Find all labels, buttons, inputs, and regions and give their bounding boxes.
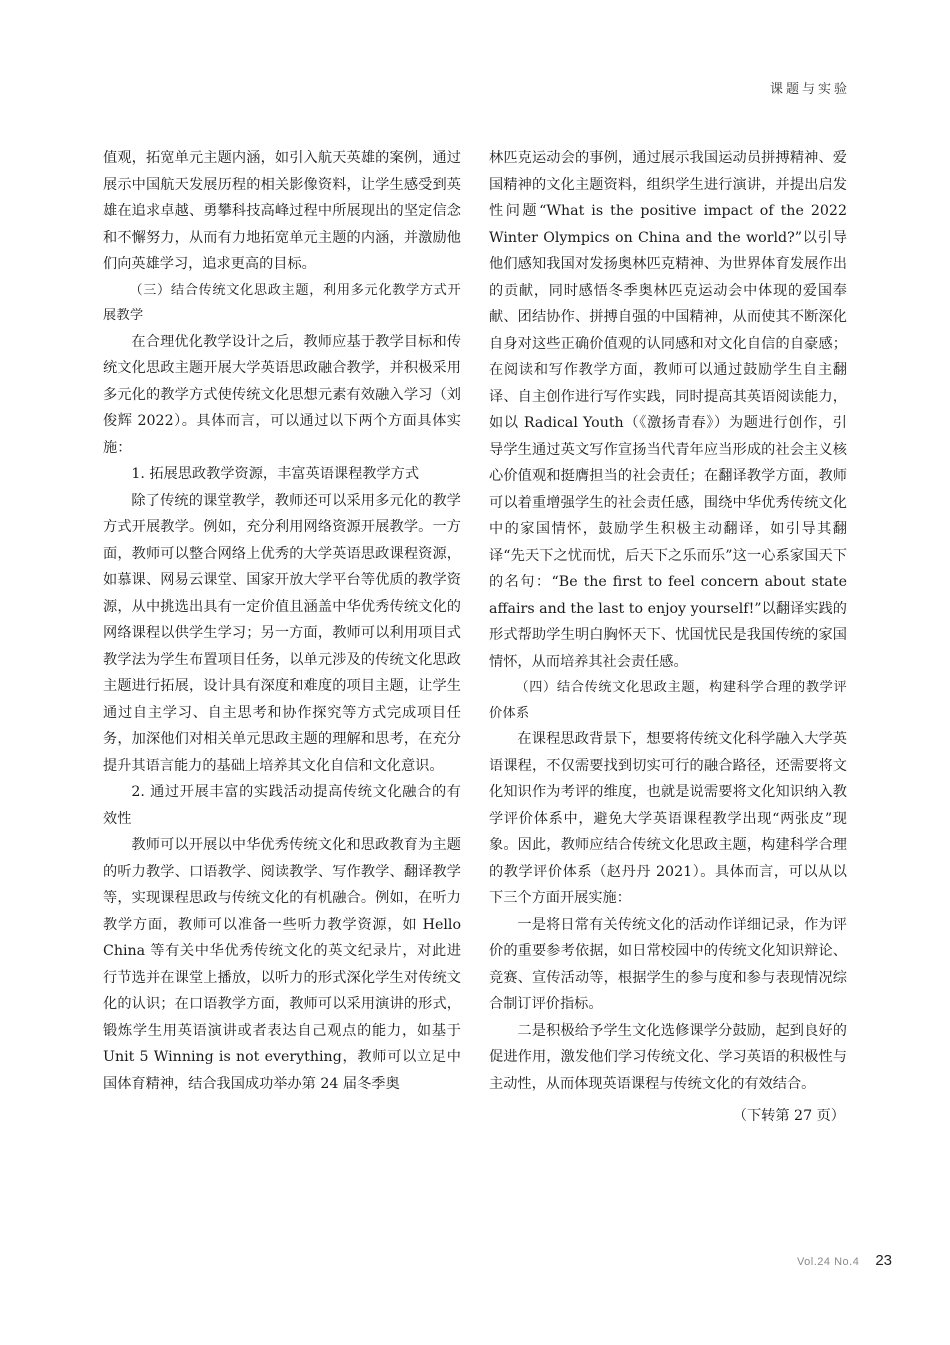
paragraph: 教师可以开展以中华优秀传统文化和思政教育为主题的听力教学、口语教学、阅读教学、写作教学、翻译教学等，实现课程思政与传统文化的有机融合。例如，在听力教学方面，教师可以准备一些听力教学资源，如 Hello China 等有关中华优秀传统文化的英文纪录片，对此进行节选并在课堂上播放，以听力的形式深化学生对传统文化的认识；在口语教学方面，教师可以采用演讲的形式，锻炼学生用英语演讲或者表达自己观点的能力，如基于 Unit 5 Winning is not everything，教师可以立足中国体育精神，结合我国成功举办第 24 届冬季奥 [103, 837, 461, 1092]
paragraph: 除了传统的课堂教学，教师还可以采用多元化的教学方式开展教学。例如，充分利用网络资源开展教学。一方面，教师可以整合网络上优秀的大学英语思政课程资源，如慕课、网易云课堂、国家开放大学平台等优质的教学资源，从中挑选出具有一定价值且涵盖中华优秀传统文化的网络课程以供学生学习；另一方面，教师可以利用项目式教学法为学生布置项目任务，以单元涉及的传统文化思政主题进行拓展，设计具有深度和难度的项目主题，让学生通过自主学习、自主思考和协作探究等方式完成项目任务，加深他们对相关单元思政主题的理解和思考，在充分提升其语言能力的基础上培养其文化自信和文化意识。 [103, 492, 461, 774]
right-column [489, 145, 847, 1130]
section-heading-4: （四）结合传统文化思政主题，构建科学合理的教学评价体系 [489, 680, 847, 721]
subheading-2: 2. 通过开展丰富的实践活动提高传统文化融合的有效性 [103, 784, 461, 827]
running-header: 课题与实验 [769, 82, 850, 97]
paragraph: 二是积极给予学生文化选修课学分鼓励，起到良好的促进作用，激发他们学习传统文化、学习英语的积极性与主动性，从而体现英语课程与传统文化的有效结合。 [489, 1022, 847, 1092]
subheading-1: 1. 拓展思政教学资源，丰富英语课程教学方式 [131, 466, 420, 482]
paragraph: 在合理优化教学设计之后，教师应基于教学目标和传统文化思政主题开展大学英语思政融合教学，并积极采用多元化的教学方式使传统文化思想元素有效融入学习（刘俊辉 2022）。具体而言，可以通过以下两个方面具体实施： [103, 333, 461, 456]
volume-issue: Vol.24 No.4 [796, 1256, 860, 1268]
paragraph: 林匹克运动会的事例，通过展示我国运动员拼搏精神、爱国精神的文化主题资料，组织学生进行演讲，并提出启发性问题“What is the positive impact of the 2022 Winter Olympics on China and the world?”以引导他们感知我国对发扬奥林匹克精神、为世界体育发展作出的贡献，同时感悟冬季奥林匹克运动会中体现的爱国奉献、团结协作、拼搏自强的中国精神，从而使其不断深化自身对这些正确价值观的认同感和对文化自信的自豪感；在阅读和写作教学方面，教师可以通过鼓励学生自主翻译、自主创作进行写作实践，同时提高其英语阅读能力，如以 Radical Youth（《激扬青春》）为题进行创作，引导学生通过英文写作宣扬当代青年应当形成的社会主义核心价值观和挺膺担当的社会责任；在翻译教学方面，教师可以着重增强学生的社会责任感，围绕中华优秀传统文化中的家国情怀，鼓励学生积极主动翻译，如引导其翻译“先天下之忧而忧，后天下之乐而乐”这一心系家国天下的名句：“Be the first to feel concern about state affairs and the last to enjoy yourself!”以翻译实践的形式帮助学生明白胸怀天下、忧国忧民是我国传统的家国情怀，从而培养其社会责任感。 [489, 150, 847, 670]
paragraph: 在课程思政背景下，想要将传统文化科学融入大学英语课程，不仅需要找到切实可行的融合路径，还需要将文化知识作为考评的维度，也就是说需要将文化知识纳入教学评价体系中，避免大学英语课程教学出现“两张皮”现象。因此，教师应结合传统文化思政主题，构建科学合理的教学评价体系（赵丹丹 2021）。具体而言，可以从以下三个方面开展实施： [489, 731, 847, 906]
paragraph: 一是将日常有关传统文化的活动作详细记录，作为评价的重要参考依据，如日常校园中的传统文化知识辩论、竞赛、宣传活动等，根据学生的参与度和参与表现情况综合制订评价指标。 [489, 916, 847, 1012]
continued-note: （下转第 27 页） [732, 1108, 845, 1124]
left-column [103, 145, 461, 1097]
page-number: 23 [875, 1252, 892, 1269]
page-footer [797, 1252, 892, 1269]
section-heading-3: （三）结合传统文化思政主题，利用多元化教学方式开展教学 [103, 282, 461, 323]
paragraph: 值观，拓宽单元主题内涵，如引入航天英雄的案例，通过展示中国航天发展历程的相关影像资料，让学生感受到英雄在追求卓越、勇攀科技高峰过程中所展现出的坚定信念和不懈努力，从而有力地拓宽单元主题的内涵，并激励他们向英雄学习，追求更高的目标。 [103, 150, 461, 272]
